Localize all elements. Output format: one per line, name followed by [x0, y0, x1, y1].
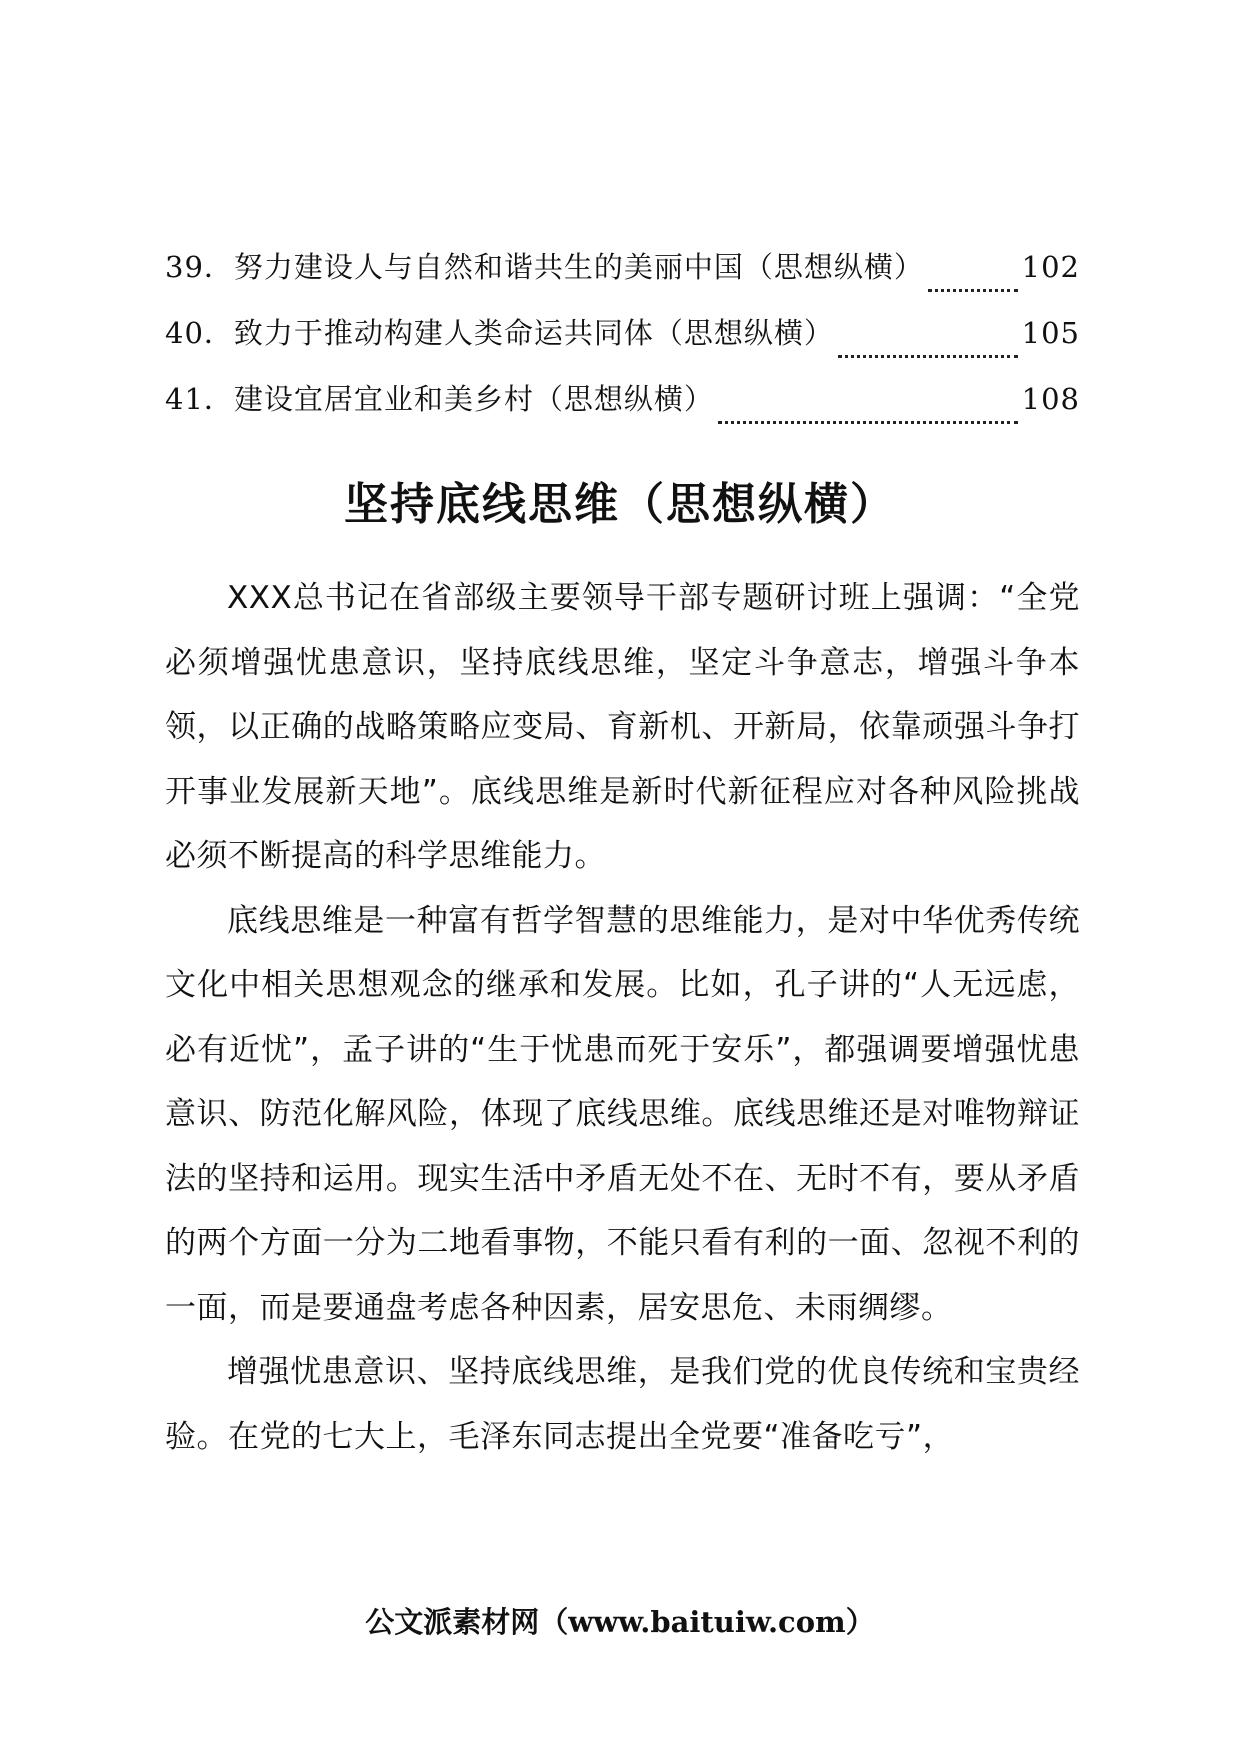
toc-entry-page: 108 — [1021, 382, 1080, 416]
page-footer: 公文派素材网（www.baituiw.com） — [365, 1605, 875, 1639]
toc-entry-title: 努力建设人与自然和谐共生的美丽中国（思想纵横） — [233, 250, 924, 284]
toc-leader-dots — [718, 421, 1018, 424]
toc-entry-number: 40． — [165, 316, 234, 350]
article-body — [165, 566, 1080, 1469]
toc-entry-number: 39． — [165, 250, 234, 284]
article-paragraph: XXX总书记在省部级主要领导干部专题研讨班上强调：“全党必须增强忧患意识，坚持底线思维，坚定斗争意志，增强斗争本领，以正确的战略策略应变局、育新机、开新局，依靠顽强斗争打开事业发展新天地”。底线思维是新时代新征程应对各种风险挑战必须不断提高的科学思维能力。 — [165, 580, 1080, 874]
toc-entry-page: 102 — [1021, 250, 1080, 284]
toc-leader-dots — [928, 289, 1018, 292]
article-title: 坚持底线思维（思想纵横） — [344, 479, 896, 530]
toc-entry[interactable] — [165, 245, 1080, 311]
toc-entry-title: 建设宜居宜业和美乡村（思想纵横） — [233, 382, 714, 416]
toc-entry-title: 致力于推动构建人类命运共同体（思想纵横） — [233, 316, 834, 350]
toc-entry[interactable] — [165, 311, 1080, 377]
toc-entry-number: 41． — [165, 382, 234, 416]
article-paragraph: 增强忧患意识、坚持底线思维，是我们党的优良传统和宝贵经验。在党的七大上，毛泽东同志提出全党要“准备吃亏”， — [165, 1354, 1080, 1455]
toc-leader-dots — [838, 355, 1018, 358]
article-paragraph: 底线思维是一种富有哲学智慧的思维能力，是对中华优秀传统文化中相关思想观念的继承和发展。比如，孔子讲的“人无远虑，必有近忧”，孟子讲的“生于忧患而死于安乐”，都强调要增强忧患意识、防范化解风险，体现了底线思维。底线思维还是对唯物辩证法的坚持和运用。现实生活中矛盾无处不在、无时不有，要从矛盾的两个方面一分为二地看事物，不能只看有利的一面、忽视不利的一面，而是要通盘考虑各种因素，居安思危、未雨绸缪。 — [165, 902, 1080, 1326]
toc-entry[interactable] — [165, 377, 1080, 443]
toc-entry-page: 105 — [1021, 316, 1080, 350]
table-of-contents — [165, 245, 1080, 443]
